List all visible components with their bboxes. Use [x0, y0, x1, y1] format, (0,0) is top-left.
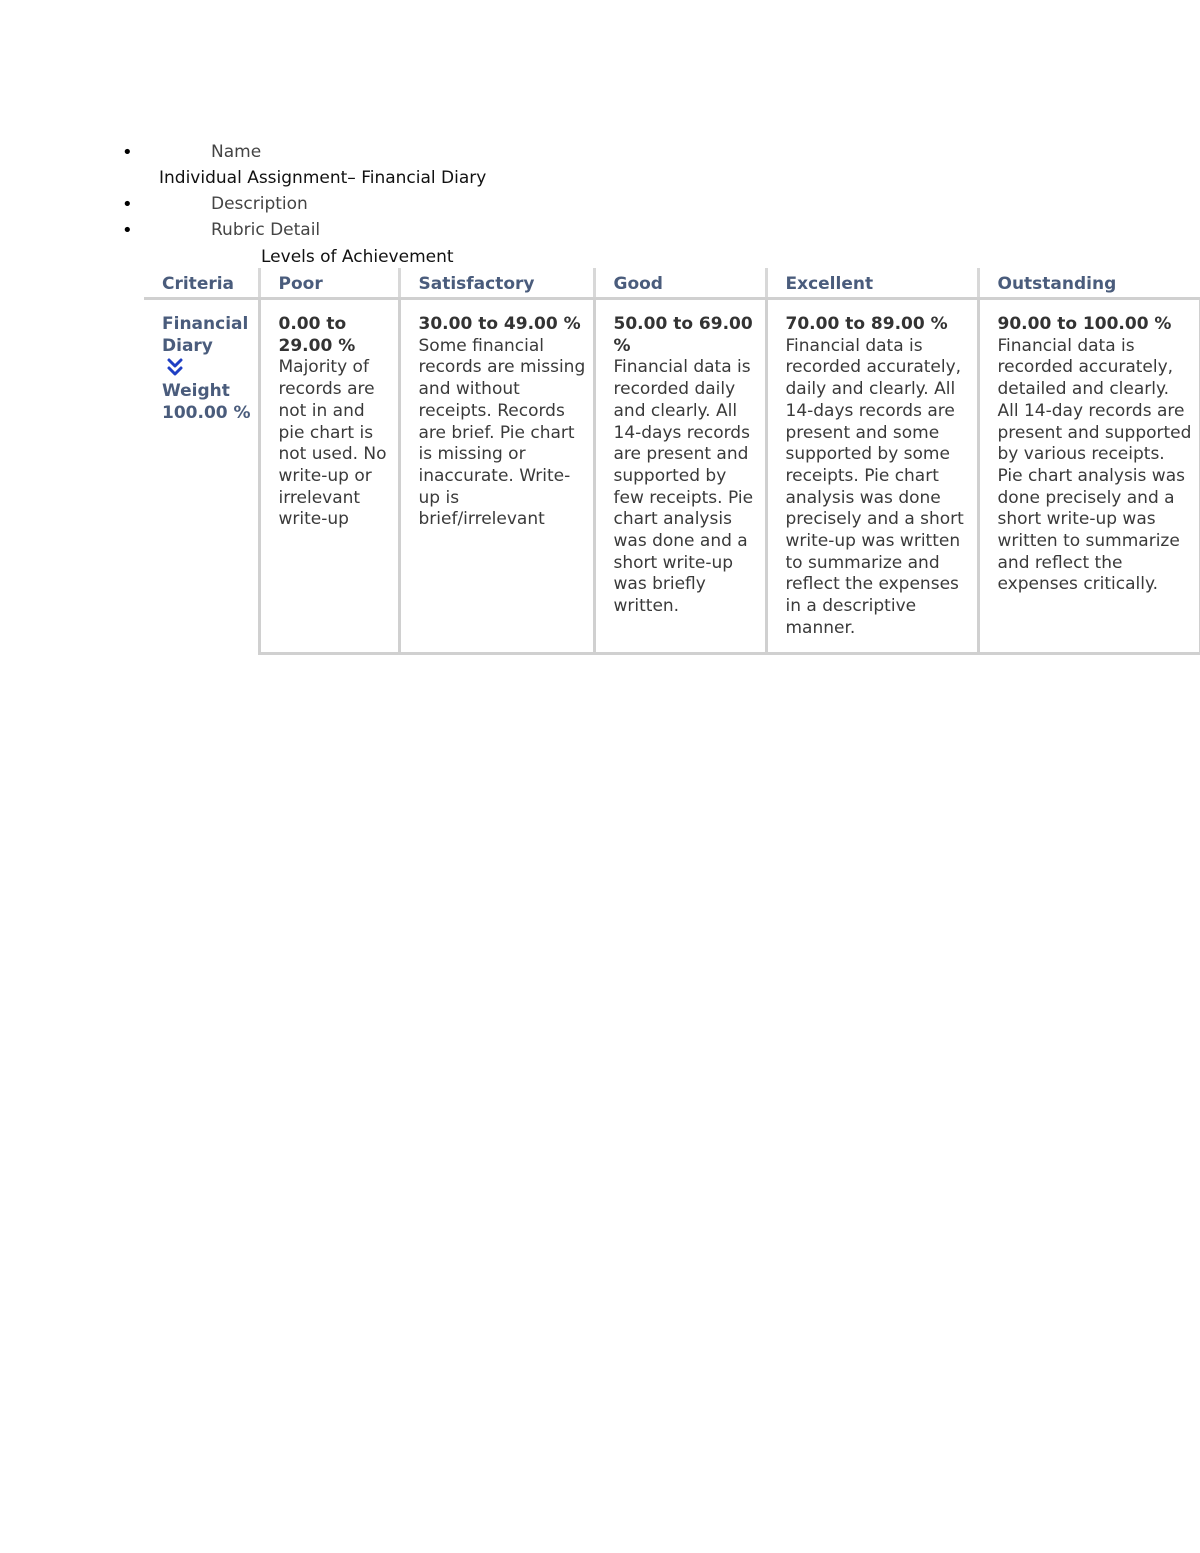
bullet: • [122, 194, 133, 215]
level-cell-excellent [766, 299, 978, 654]
criterion-cell [144, 299, 259, 654]
level-description: Financial data is recorded accurately, detailed and clearly. All 14-day records are present and supported by various receipts. Pie chart analysis was done precisely and a short write-up was written to summarize and reflect the expenses critically. [997, 335, 1192, 595]
rubric-table [144, 268, 1200, 655]
header-criteria: Criteria [144, 268, 259, 299]
level-description: Financial data is recorded accurately, daily and clearly. All 14-days records are present and some supported by some receipts. Pie chart analysis was done precisely and a short write-up was written to summarize and reflect the expenses in a descriptive manner. [785, 335, 964, 638]
header-good: Good [594, 268, 766, 299]
header-satisfactory: Satisfactory [399, 268, 594, 299]
double-chevron-down-icon[interactable] [164, 357, 186, 379]
rubric-criterion-row [144, 299, 1200, 654]
header-poor: Poor [259, 268, 399, 299]
level-range: 0.00 to 29.00 % [278, 314, 356, 356]
level-range: 30.00 to 49.00 % [418, 314, 581, 334]
rubric-header-row [144, 268, 1200, 299]
levels-of-achievement-caption: Levels of Achievement [261, 247, 454, 267]
level-cell-good [594, 299, 766, 654]
bullet: • [122, 220, 133, 241]
header-outstanding: Outstanding [978, 268, 1200, 299]
list-item-rubric-detail-label[interactable]: Rubric Detail [211, 220, 321, 240]
level-description: Some financial records are missing and without receipts. Records are brief. Pie chart is missing or inaccurate. Write-up is brief/irrelevant [418, 335, 586, 530]
bullet: • [122, 142, 133, 163]
header-excellent: Excellent [766, 268, 978, 299]
level-range: 50.00 to 69.00 % [613, 314, 753, 356]
level-range: 90.00 to 100.00 % [997, 314, 1172, 334]
level-description: Financial data is recorded daily and clearly. All 14-days records are present and supported by few receipts. Pie chart analysis was done and a short write-up was briefly written. [613, 357, 754, 617]
level-cell-poor [259, 299, 399, 654]
criterion-title: Financial Diary [162, 314, 249, 356]
list-item-description-label[interactable]: Description [211, 194, 308, 214]
criterion-weight-label: Weight [162, 381, 230, 402]
level-description: Majority of records are not in and pie chart is not used. No write-up or irrelevant write-up [278, 357, 387, 530]
criterion-weight-value: 100.00 % [162, 403, 251, 424]
list-item-name-label: Name [211, 142, 262, 162]
level-range: 70.00 to 89.00 % [785, 314, 948, 334]
level-cell-satisfactory [399, 299, 594, 654]
assignment-name: Individual Assignment– Financial Diary [159, 168, 487, 188]
level-cell-outstanding [978, 299, 1200, 654]
